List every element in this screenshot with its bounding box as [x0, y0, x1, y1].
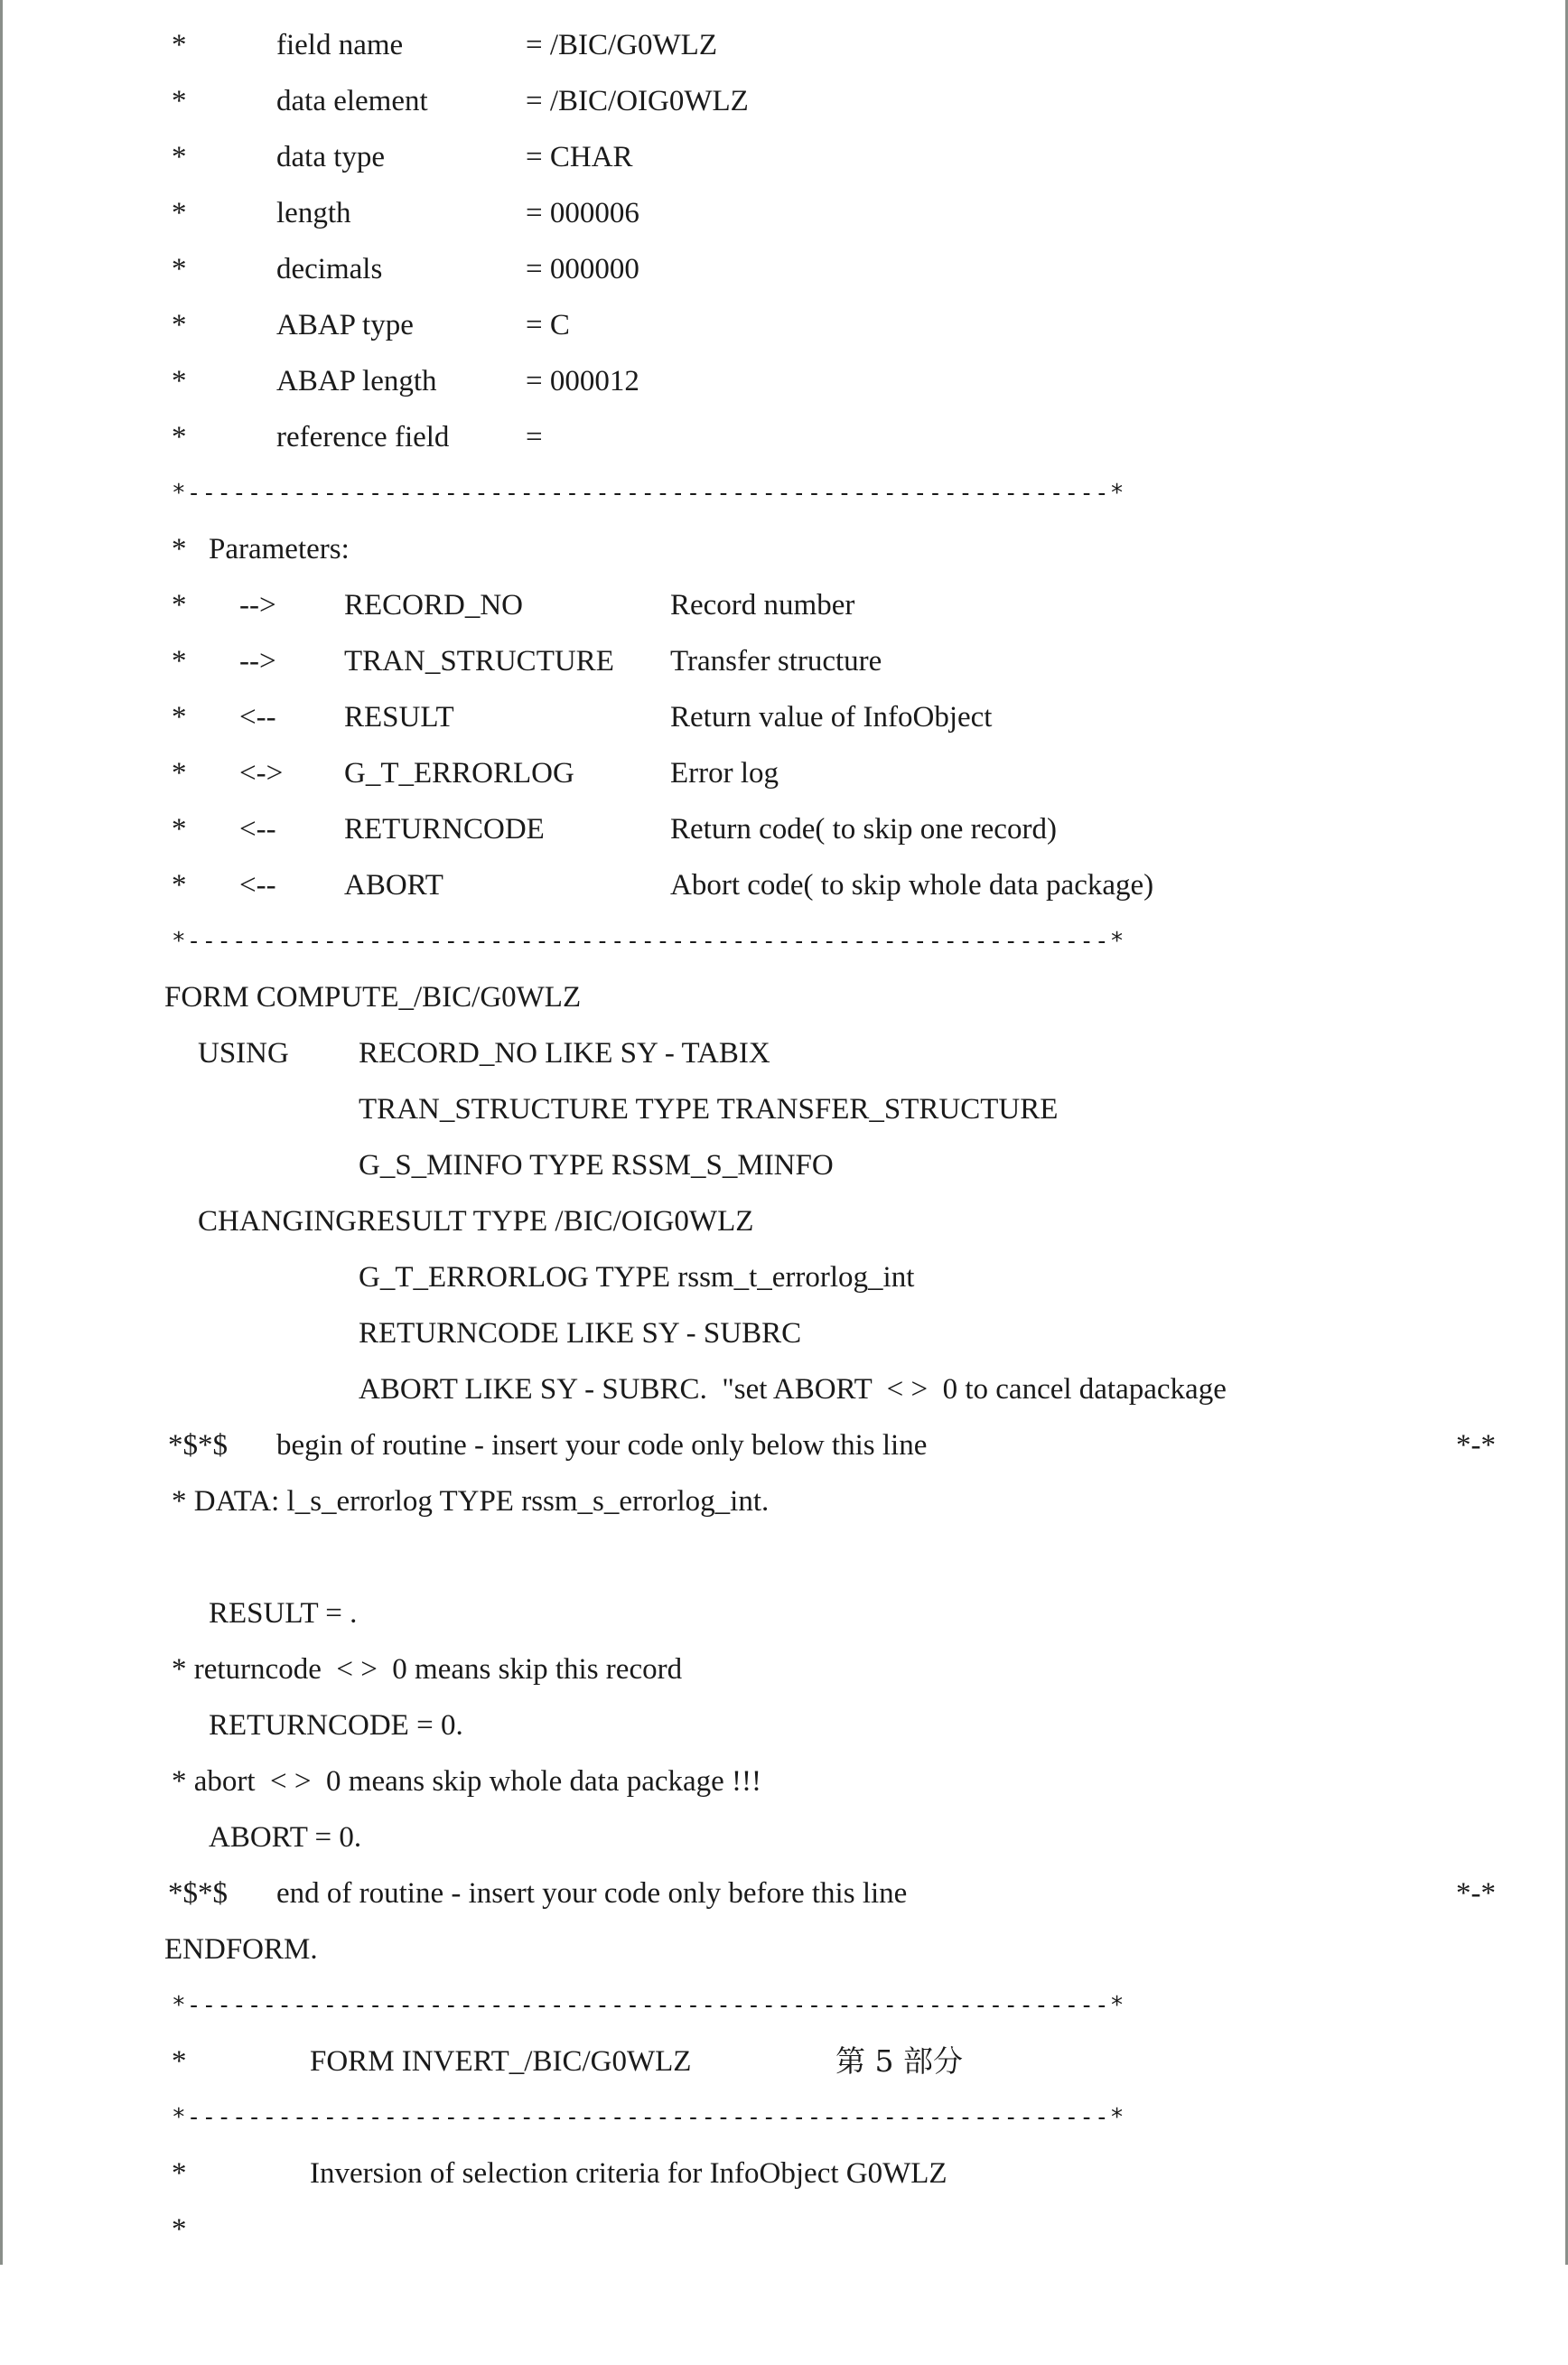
comment-star: *	[172, 365, 187, 397]
field-row	[0, 18, 718, 72]
parameter-name: RECORD_NO	[344, 589, 524, 622]
code-line	[0, 1418, 1496, 1472]
data-comment: * DATA: l_s_errorlog TYPE rssm_s_errorlog_int.	[172, 1485, 770, 1518]
code-line	[0, 1642, 683, 1697]
field-value: = /BIC/G0WLZ	[526, 29, 718, 61]
separator-line	[0, 1978, 1125, 2033]
field-label: ABAP length	[276, 365, 437, 397]
code-line	[0, 1866, 1496, 1921]
changing-param: RETURNCODE LIKE SY - SUBRC	[359, 1317, 802, 1350]
field-label: data element	[276, 85, 428, 117]
returncode-assignment: RETURNCODE = 0.	[209, 1709, 463, 1742]
end-comment-marker: *-*	[1456, 1429, 1496, 1462]
trailing-comment-row	[0, 2202, 187, 2257]
field-label: length	[276, 197, 351, 229]
parameter-row	[0, 746, 779, 800]
comment-star: *	[172, 85, 187, 117]
field-value: = C	[526, 309, 570, 341]
result-assignment: RESULT = .	[209, 1597, 358, 1630]
begin-marker: *$*$	[168, 1429, 228, 1462]
parameter-description: Return code( to skip one record)	[670, 813, 1057, 846]
parameter-row	[0, 858, 1154, 912]
code-line	[0, 1250, 915, 1304]
parameter-name: ABORT	[344, 869, 443, 902]
comment-star: *	[172, 2045, 187, 2078]
end-comment-marker: *-*	[1456, 1877, 1496, 1910]
separator-text: *-------------------------------------------------------------*	[172, 480, 1125, 507]
code-line	[0, 1306, 802, 1360]
code-line	[0, 1474, 770, 1528]
parameter-row	[0, 634, 882, 688]
field-value: = /BIC/OIG0WLZ	[526, 85, 749, 117]
comment-star: *	[172, 2157, 187, 2190]
parameter-name: TRAN_STRUCTURE	[344, 645, 614, 678]
parameters-title: Parameters:	[209, 533, 350, 566]
changing-param: G_T_ERRORLOG TYPE rssm_t_errorlog_int	[359, 1261, 915, 1294]
code-line	[0, 1362, 1227, 1416]
parameter-direction: <--	[239, 701, 276, 734]
parameter-row	[0, 690, 993, 744]
end-routine-text: end of routine - insert your code only before this line	[276, 1877, 908, 1910]
code-line	[0, 1754, 762, 1809]
code-line	[0, 1026, 770, 1080]
separator-line	[0, 914, 1125, 968]
code-line	[0, 970, 582, 1024]
using-param: TRAN_STRUCTURE TYPE TRANSFER_STRUCTURE	[359, 1093, 1059, 1126]
parameter-description: Transfer structure	[670, 645, 882, 678]
abort-assignment: ABORT = 0.	[209, 1821, 362, 1854]
comment-star: *	[172, 141, 187, 173]
comment-star: *	[172, 309, 187, 341]
code-line	[0, 1138, 834, 1192]
code-line	[0, 1698, 463, 1753]
field-row	[0, 130, 633, 184]
parameter-direction: -->	[239, 589, 276, 622]
inversion-text: Inversion of selection criteria for InfoObject G0WLZ	[310, 2157, 947, 2190]
parameter-name: G_T_ERRORLOG	[344, 757, 574, 790]
parameter-direction: -->	[239, 645, 276, 678]
comment-star: *	[172, 533, 187, 566]
parameter-description: Record number	[670, 589, 855, 622]
field-row	[0, 410, 543, 464]
field-row	[0, 242, 639, 296]
comment-star: *	[172, 869, 187, 902]
parameter-direction: <--	[239, 813, 276, 846]
endform: ENDFORM.	[164, 1933, 318, 1966]
comment-star: *	[172, 421, 187, 453]
form-invert: FORM INVERT_/BIC/G0WLZ	[310, 2045, 692, 2078]
parameter-row	[0, 578, 855, 632]
comment-star: *	[172, 701, 187, 734]
parameter-direction: <->	[239, 757, 284, 790]
field-row	[0, 354, 639, 408]
changing-param: ABORT LIKE SY - SUBRC. "set ABORT < > 0 to cancel datapackage	[359, 1373, 1227, 1406]
using-keyword: USING	[198, 1037, 289, 1070]
inversion-row	[0, 2146, 947, 2201]
returncode-comment: * returncode < > 0 means skip this record	[172, 1653, 683, 1686]
parameter-name: RETURNCODE	[344, 813, 545, 846]
parameter-row	[0, 802, 1057, 856]
field-label: reference field	[276, 421, 450, 453]
abort-comment: * abort < > 0 means skip whole data package !!!	[172, 1765, 762, 1798]
form-invert-row	[0, 2034, 963, 2089]
parameter-description: Error log	[670, 757, 779, 790]
code-line	[0, 1810, 362, 1865]
field-label: field name	[276, 29, 404, 61]
separator-line	[0, 466, 1125, 520]
field-row	[0, 74, 749, 128]
field-value: = 000012	[526, 365, 639, 397]
comment-star: *	[172, 757, 187, 790]
form-declaration: FORM COMPUTE_/BIC/G0WLZ	[164, 981, 582, 1014]
changing-declaration: CHANGINGRESULT TYPE /BIC/OIG0WLZ	[198, 1205, 754, 1238]
code-line	[0, 1586, 358, 1641]
using-param: RECORD_NO LIKE SY - TABIX	[359, 1037, 770, 1070]
parameter-description: Abort code( to skip whole data package)	[670, 869, 1154, 902]
field-value: = 000006	[526, 197, 639, 229]
parameter-name: RESULT	[344, 701, 454, 734]
separator-text: *-------------------------------------------------------------*	[172, 928, 1125, 955]
comment-star: *	[172, 197, 187, 229]
comment-star: *	[172, 253, 187, 285]
field-label: ABAP type	[276, 309, 414, 341]
separator-text: *-------------------------------------------------------------*	[172, 1992, 1125, 2019]
comment-star: *	[172, 645, 187, 678]
parameters-title-row	[0, 522, 350, 576]
parameter-direction: <--	[239, 869, 276, 902]
code-line	[0, 1922, 318, 1977]
begin-routine-text: begin of routine - insert your code only below this line	[276, 1429, 928, 1462]
comment-star: *	[172, 813, 187, 846]
code-line	[0, 1194, 754, 1248]
field-row	[0, 298, 570, 352]
parameter-description: Return value of InfoObject	[670, 701, 993, 734]
comment-star: *	[172, 589, 187, 622]
comment-star: *	[172, 29, 187, 61]
part-label: 第 5 部分	[835, 2043, 963, 2079]
field-value: = CHAR	[526, 141, 633, 173]
separator-text: *-------------------------------------------------------------*	[172, 2104, 1125, 2131]
using-param: G_S_MINFO TYPE RSSM_S_MINFO	[359, 1149, 834, 1182]
comment-star: *	[172, 2213, 187, 2246]
field-label: data type	[276, 141, 386, 173]
separator-line	[0, 2090, 1125, 2145]
field-value: = 000000	[526, 253, 639, 285]
field-value: =	[526, 421, 543, 453]
end-marker: *$*$	[168, 1877, 228, 1910]
code-line	[0, 1082, 1059, 1136]
field-row	[0, 186, 639, 240]
field-label: decimals	[276, 253, 383, 285]
